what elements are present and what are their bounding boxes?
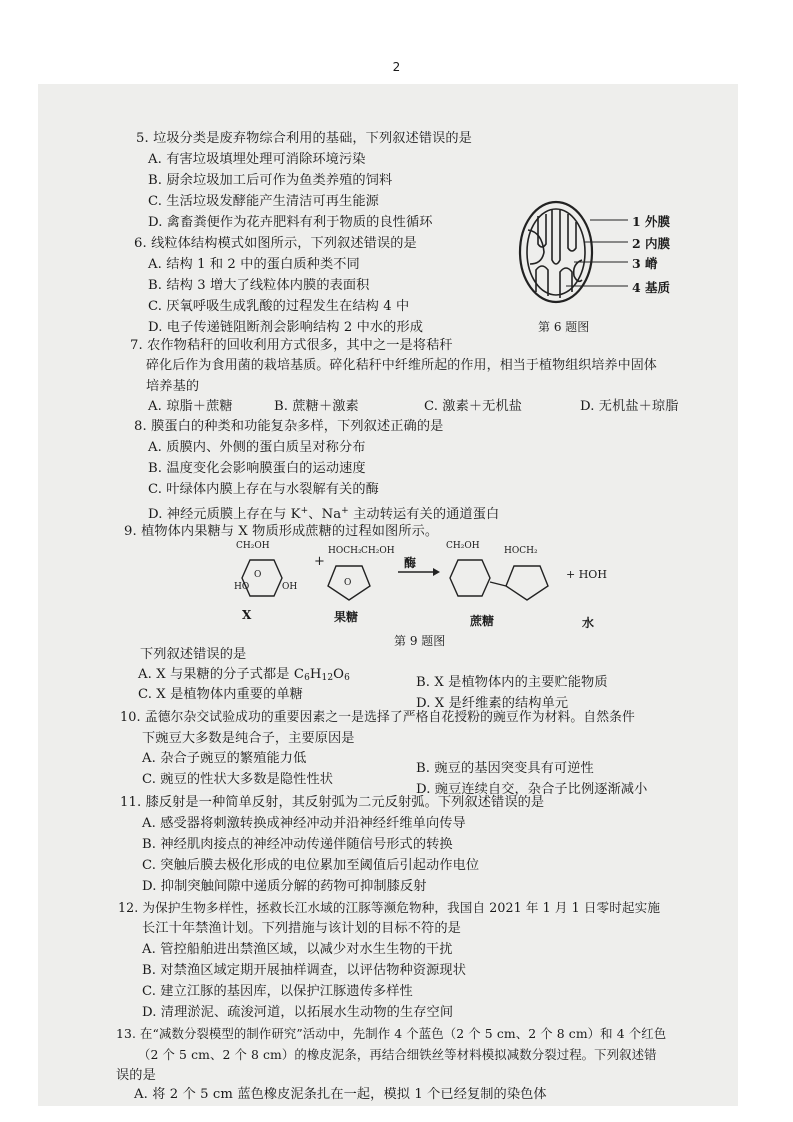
mitochondrion-diagram [508,200,638,312]
q13-option-a: A. 将 2 个 5 cm 蓝色橡皮泥条扎在一起，模拟 1 个已经复制的染色体 [134,1087,547,1102]
q10-option-c: C. 豌豆的性状大多数是隐性性状 [142,772,334,787]
q5-option-c: C. 生活垃圾发酵能产生清洁可再生能源 [148,194,379,209]
q8-stem: 8. 膜蛋白的种类和功能复杂多样，下列叙述正确的是 [134,419,444,434]
q9-atom-o-1: O [254,570,262,580]
q7-option-b: B. 蔗糖＋激素 [274,399,359,414]
q9-question: 下列叙述错误的是 [140,647,247,662]
q9-atom-ch2oh-2: CH₂OH [361,546,395,556]
q12-option-d: D. 清理淤泥、疏浚河道，以拓展水生动物的生存空间 [142,1005,454,1020]
q9-atom-ho-1: HO [234,582,250,592]
q11-option-c: C. 突触后膜去极化形成的电位累加至阈值后引起动作电位 [142,858,480,873]
q9-figure-caption: 第 9 题图 [394,634,446,648]
q11-option-a: A. 感受器将刺激转换成神经冲动并沿神经纤维单向传导 [142,816,466,831]
q10-option-a: A. 杂合子豌豆的繁殖能力低 [142,751,307,766]
q9-hoh: + HOH [566,568,607,581]
q9-option-b: B. X 是植物体内的主要贮能物质 [416,675,608,690]
q12-stem-line2: 长江十年禁渔计划。下列措施与该计划的目标不符的是 [142,921,461,936]
q9-atom-hoch2-2: HOCH₂ [504,546,538,556]
q10-option-d: D. 豌豆连续自交，杂合子比例逐渐减小 [416,782,648,797]
q6-option-c: C. 厌氧呼吸生成乳酸的过程发生在结构 4 中 [148,299,410,314]
q9-atom-hoch2-1: HOCH₂ [328,546,362,556]
q9-option-d: D. X 是纤维素的结构单元 [416,696,569,711]
q9-option-a: A. X 与果糖的分子式都是 $C_6H_{12}O_6$ [138,667,350,683]
q12-option-c: C. 建立江豚的基因库，以保护江豚遗传多样性 [142,984,413,999]
mito-label-cristae: 3 嵴 [632,256,658,271]
q10-stem-line2: 下豌豆大多数是纯合子，主要原因是 [142,731,355,746]
q11-option-d: D. 抑制突触间隙中递质分解的药物可抑制膝反射 [142,879,427,894]
q6-figure-caption: 第 6 题图 [538,320,590,334]
q6-option-d: D. 电子传递链阻断剂会影响结构 2 中水的形成 [148,320,424,335]
q7-option-c: C. 激素＋无机盐 [424,399,523,414]
q7-stem-line1: 7. 农作物秸秆的回收利用方式很多，其中之一是将秸秆 [130,338,453,353]
q7-stem-line3: 培养基的 [146,379,200,394]
q9-label-sucrose: 蔗糖 [470,614,495,628]
q6-option-b: B. 结构 3 增大了线粒体内膜的表面积 [148,278,370,293]
q5-option-d: D. 禽畜粪便作为花卉肥料有利于物质的良性循环 [148,215,433,230]
q8-option-d: D. 神经元质膜上存在与 K+、Na+ 主动转运有关的通道蛋白 [148,506,500,522]
q12-option-b: B. 对禁渔区域定期开展抽样调查，以评估物种资源现状 [142,963,466,978]
q11-option-b: B. 神经肌肉接点的神经冲动传递伴随信号形式的转换 [142,837,453,852]
q5-stem: 5. 垃圾分类是废弃物综合利用的基础，下列叙述错误的是 [136,131,472,146]
q9-stem: 9. 植物体内果糖与 X 物质形成蔗糖的过程如图所示。 [124,524,439,539]
q12-option-a: A. 管控船舶进出禁渔区域，以减少对水生生物的干扰 [142,942,453,957]
q9-reaction-diagram [228,538,598,618]
q8-option-a: A. 质膜内、外侧的蛋白质呈对称分布 [148,440,366,455]
q9-plus-sign: + [314,554,325,569]
q9-atom-ch2oh-3: CH₂OH [446,541,480,551]
q10-stem-line1: 10. 孟德尔杂交试验成功的重要因素之一是选择了严格自花授粉的豌豆作为材料。自然条件 [120,710,635,725]
q11-stem: 11. 膝反射是一种简单反射，其反射弧为二元反射弧。下列叙述错误的是 [120,795,545,810]
mito-label-matrix: 4 基质 [632,280,671,295]
q9-label-water: 水 [582,616,595,630]
q6-stem: 6. 线粒体结构模式如图所示，下列叙述错误的是 [134,236,417,251]
q7-stem-line2: 碎化后作为食用菌的栽培基质。碎化秸秆中纤维所起的作用，相当于植物组织培养中固体 [146,358,657,373]
q9-label-fructose: 果糖 [334,610,359,624]
page-number: 2 [392,60,401,74]
q13-stem-line3: 误的是 [116,1068,156,1083]
q9-label-x: X [242,608,252,622]
q7-option-d: D. 无机盐＋琼脂 [580,399,679,414]
q13-stem-line1: 13. 在“减数分裂模型的制作研究”活动中，先制作 4 个蓝色（2 个 5 cm、2 个 8 cm）和 4 个红色 [116,1026,667,1041]
q9-atom-oh-1: OH [282,582,298,592]
q9-option-c: C. X 是植物体内重要的单糖 [138,687,303,702]
q8-option-b: B. 温度变化会影响膜蛋白的运动速度 [148,461,366,476]
mito-label-outer-membrane: 1 外膜 [632,214,671,229]
q9-enzyme-label: 酶 [404,556,417,570]
q12-stem-line1: 12. 为保护生物多样性，拯救长江水域的江豚等濒危物种，我国自 2021 年 1 月 1 日零时起实施 [118,900,661,915]
q13-stem-line2: （2 个 5 cm、2 个 8 cm）的橡皮泥条，再结合细铁丝等材料模拟减数分裂过程。下列叙述错 [138,1047,657,1062]
q9-atom-ch2oh-1: CH₂OH [236,541,270,551]
q8-option-c: C. 叶绿体内膜上存在与水裂解有关的酶 [148,482,379,497]
mito-label-inner-membrane: 2 内膜 [632,236,671,251]
q9-atom-o-2: O [344,578,352,588]
q10-option-b: B. 豌豆的基因突变具有可逆性 [416,761,594,776]
q7-option-a: A. 琼脂＋蔗糖 [148,399,233,414]
q5-option-b: B. 厨余垃圾加工后可作为鱼类养殖的饲料 [148,173,393,188]
q6-option-a: A. 结构 1 和 2 中的蛋白质种类不同 [148,257,360,272]
q5-option-a: A. 有害垃圾填埋处理可消除环境污染 [148,152,366,167]
scanned-page-photo [38,84,738,1106]
